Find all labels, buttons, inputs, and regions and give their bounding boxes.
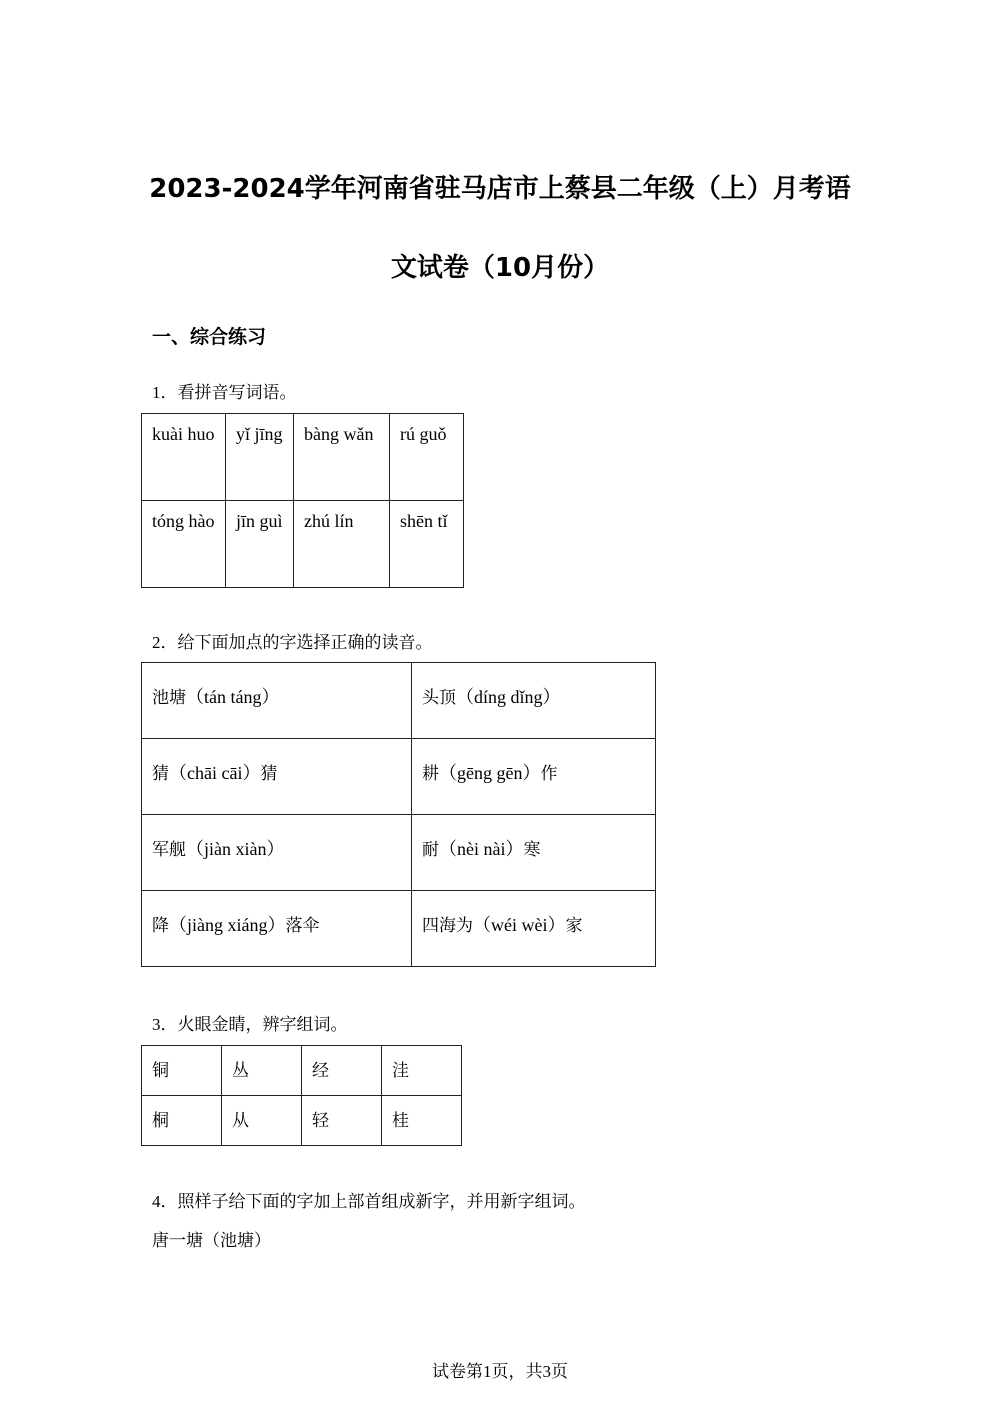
- word-text: 家: [565, 916, 583, 936]
- question-text: 给下面加点的字选择正确的读音。: [177, 633, 433, 653]
- table-cell: zhú lín: [294, 501, 390, 588]
- table-cell: tóng hào: [142, 501, 226, 588]
- table-cell: yǐ jīng: [226, 414, 294, 501]
- table-cell: bàng wǎn: [294, 414, 390, 501]
- pinyin-options: （wéi wèi）: [473, 915, 566, 935]
- table-cell: rú guǒ: [390, 414, 464, 501]
- question-1: [152, 378, 297, 403]
- table-cell: 丛: [222, 1046, 302, 1096]
- table-row: [142, 739, 656, 815]
- table-cell: [412, 663, 656, 739]
- word-text: 耕: [422, 764, 439, 784]
- table-row: [142, 501, 464, 588]
- pinyin-options: （tán táng）: [186, 687, 280, 707]
- pronunciation-table: [141, 662, 656, 967]
- question-number: 4．: [152, 1192, 178, 1211]
- table-cell: 经: [302, 1046, 382, 1096]
- table-cell: [142, 891, 412, 967]
- total-pages: 3: [542, 1362, 551, 1381]
- footer-suffix: 页: [551, 1362, 568, 1382]
- table-row: [142, 891, 656, 967]
- question-number: 2．: [152, 633, 178, 652]
- table-cell: 铜: [142, 1046, 222, 1096]
- example-text: 唐一塘（池塘）: [152, 1231, 271, 1251]
- table-cell: [142, 815, 412, 891]
- table-cell: 桐: [142, 1096, 222, 1146]
- table-row: [142, 815, 656, 891]
- table-row: [142, 1096, 462, 1146]
- word-text: 猜: [152, 764, 169, 784]
- word-text: 猜: [260, 764, 278, 784]
- pinyin-options: （jiàng xiáng）: [169, 915, 286, 935]
- table-cell: [142, 663, 412, 739]
- pinyin-options: （chāi cāi）: [169, 763, 261, 783]
- table-cell: kuài huo: [142, 414, 226, 501]
- word-text: 池塘: [152, 688, 186, 708]
- word-text: 作: [540, 764, 558, 784]
- table-cell: [412, 891, 656, 967]
- question-2: [152, 628, 433, 653]
- table-cell: [142, 739, 412, 815]
- question-number: 1．: [152, 383, 178, 402]
- table-cell: 桂: [382, 1096, 462, 1146]
- word-text: 四海为: [422, 916, 473, 936]
- footer-mid: 页，共: [491, 1362, 543, 1382]
- word-text: 军舰: [152, 840, 186, 860]
- exam-title-line2: 文试卷（10月份）: [390, 253, 610, 283]
- exam-title-line1: 2023-2024学年河南省驻马店市上蔡县二年级（上）月考语: [149, 174, 851, 204]
- table-cell: 洼: [382, 1046, 462, 1096]
- question-text: 照样子给下面的字加上部首组成新字，并用新字组词。: [177, 1192, 586, 1212]
- table-cell: jīn guì: [226, 501, 294, 588]
- pinyin-options: （jiàn xiàn）: [186, 839, 285, 859]
- footer-prefix: 试卷第: [432, 1362, 483, 1382]
- question-4: [152, 1187, 586, 1212]
- table-row: [142, 414, 464, 501]
- table-cell: [412, 739, 656, 815]
- word-text: 寒: [523, 840, 541, 860]
- table-row: [142, 1046, 462, 1096]
- table-cell: 从: [222, 1096, 302, 1146]
- pinyin-options: （gēng gēn）: [439, 763, 541, 783]
- question-text: 火眼金睛，辨字组词。: [177, 1015, 348, 1035]
- word-text: 头顶: [422, 688, 456, 708]
- pinyin-options: （nèi nài）: [439, 839, 524, 859]
- table-cell: shēn tǐ: [390, 501, 464, 588]
- pinyin-options: （díng dǐng）: [456, 687, 561, 707]
- question-number: 3．: [152, 1015, 178, 1034]
- question-text: 看拼音写词语。: [177, 383, 297, 403]
- table-cell: [412, 815, 656, 891]
- word-text: 落伞: [285, 916, 320, 936]
- question-3: [152, 1010, 348, 1035]
- table-row: [142, 663, 656, 739]
- word-text: 耐: [422, 840, 439, 860]
- word-text: 降: [152, 916, 169, 936]
- section-heading: 一、综合练习: [152, 326, 267, 348]
- pinyin-table: [141, 413, 464, 588]
- page-number: 1: [483, 1362, 492, 1381]
- page-footer: [0, 1357, 1000, 1382]
- character-table: [141, 1045, 462, 1146]
- table-cell: 轻: [302, 1096, 382, 1146]
